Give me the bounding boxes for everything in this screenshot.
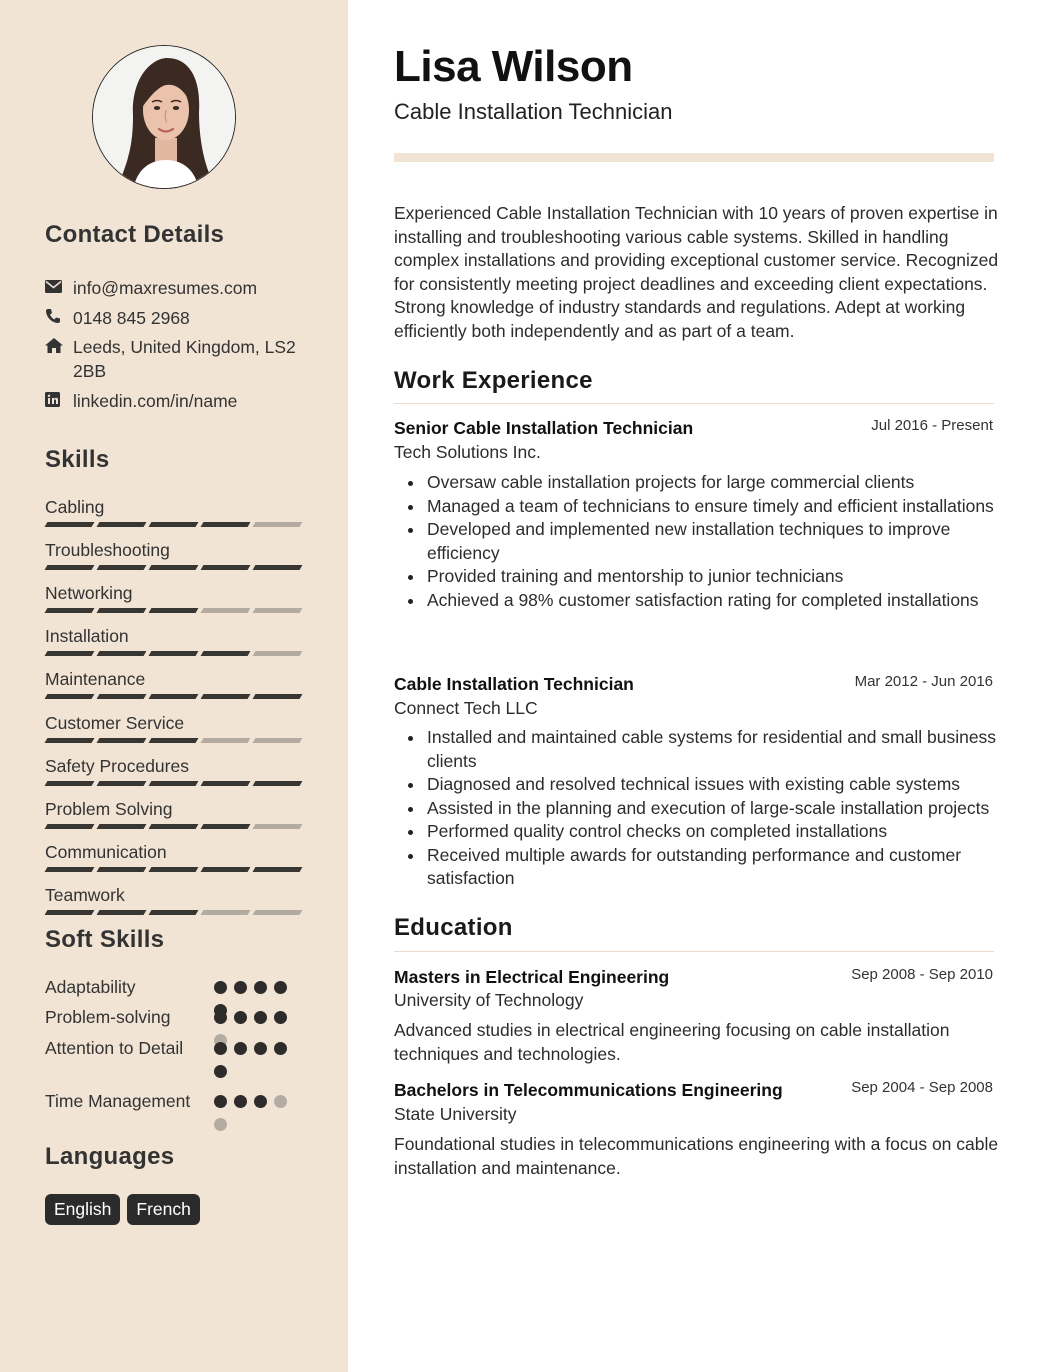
job-company: Connect Tech LLC xyxy=(394,698,538,718)
job-bullets xyxy=(394,471,1000,612)
contact-email[interactable] xyxy=(45,276,257,300)
list-item: Received multiple awards for outstanding performance and customer satisfaction xyxy=(394,844,1000,891)
section-divider xyxy=(394,951,994,952)
skill-item xyxy=(45,668,301,690)
contact-phone[interactable] xyxy=(45,306,190,330)
skill-level-bar xyxy=(46,608,301,613)
rating-dot xyxy=(234,981,247,994)
school-name: University of Technology xyxy=(394,990,584,1010)
skill-level-bar xyxy=(46,910,301,915)
skill-level-segment xyxy=(201,651,251,656)
contact-linkedin[interactable] xyxy=(45,389,237,413)
skill-level-segment xyxy=(45,867,95,872)
skill-level-segment xyxy=(201,565,251,570)
profile-photo xyxy=(92,45,236,189)
skill-level-bar xyxy=(46,781,301,786)
skill-level-segment xyxy=(253,608,303,613)
skill-level-bar xyxy=(46,694,301,699)
skill-level-segment xyxy=(253,910,303,915)
contact-heading: Contact Details xyxy=(45,221,225,248)
skill-label: Maintenance xyxy=(45,669,146,689)
rating-dot xyxy=(214,1095,227,1108)
language-tag: English xyxy=(45,1194,120,1225)
list-item: Diagnosed and resolved technical issues with existing cable systems xyxy=(394,773,1000,797)
contact-address xyxy=(45,335,305,383)
soft-skill-label: Attention to Detail xyxy=(45,1038,184,1058)
skill-level-segment xyxy=(97,522,147,527)
skill-level-segment xyxy=(45,565,95,570)
rating-dot xyxy=(274,1042,287,1055)
skill-level-segment xyxy=(201,781,251,786)
skill-level-segment xyxy=(45,522,95,527)
list-item: Assisted in the planning and execution of large-scale installation projects xyxy=(394,797,1000,821)
skill-level-segment xyxy=(97,608,147,613)
skill-label: Teamwork xyxy=(45,885,125,905)
skill-level-segment xyxy=(253,522,303,527)
soft-skills-heading: Soft Skills xyxy=(45,926,165,953)
list-item: Managed a team of technicians to ensure timely and efficient installations xyxy=(394,495,1000,519)
rating-dot xyxy=(274,981,287,994)
list-item: Installed and maintained cable systems for residential and small business clients xyxy=(394,726,1000,773)
soft-skill-item xyxy=(45,976,305,999)
header-divider xyxy=(394,153,994,162)
skill-level-segment xyxy=(97,651,147,656)
skill-level-segment xyxy=(149,738,199,743)
skill-item xyxy=(45,884,301,906)
job-date: Mar 2012 - Jun 2016 xyxy=(854,673,993,690)
skills-heading: Skills xyxy=(45,446,110,473)
education-date: Sep 2008 - Sep 2010 xyxy=(851,966,993,983)
phone-icon xyxy=(45,306,73,326)
list-item: Provided training and mentorship to junior technicians xyxy=(394,565,1000,589)
language-tag: French xyxy=(127,1194,199,1225)
skill-level-segment xyxy=(149,694,199,699)
rating-dot xyxy=(234,1011,247,1024)
skill-level-segment xyxy=(201,867,251,872)
list-item: Achieved a 98% customer satisfaction rating for completed installations xyxy=(394,589,1000,613)
job-title: Cable Installation Technician xyxy=(394,674,634,694)
skill-item xyxy=(45,755,301,777)
soft-skill-label: Problem-solving xyxy=(45,1007,171,1027)
soft-skill-item xyxy=(45,1090,305,1113)
email-text: info@maxresumes.com xyxy=(73,278,258,298)
skill-item xyxy=(45,798,301,820)
address-text: Leeds, United Kingdom, LS2 2BB xyxy=(73,337,296,381)
rating-dot xyxy=(214,1042,227,1055)
skill-label: Networking xyxy=(45,583,133,603)
skill-level-segment xyxy=(97,824,147,829)
skill-level-bar xyxy=(46,867,301,872)
rating-dot xyxy=(254,1011,267,1024)
skill-item xyxy=(45,712,301,734)
main-content xyxy=(348,0,1040,1372)
job-bullets xyxy=(394,726,1000,891)
rating-dot xyxy=(214,1011,227,1024)
skill-level-segment xyxy=(97,565,147,570)
skill-label: Troubleshooting xyxy=(45,540,170,560)
skill-level-segment xyxy=(97,781,147,786)
section-divider xyxy=(394,403,994,404)
skill-level-segment xyxy=(45,824,95,829)
skill-level-segment xyxy=(201,608,251,613)
skill-level-bar xyxy=(46,565,301,570)
rating-dot xyxy=(214,1118,227,1131)
skill-level-segment xyxy=(45,651,95,656)
soft-skill-rating xyxy=(214,1095,294,1141)
rating-dot xyxy=(254,1042,267,1055)
skill-level-segment xyxy=(253,651,303,656)
skill-level-segment xyxy=(253,694,303,699)
skill-label: Problem Solving xyxy=(45,799,173,819)
degree-title: Bachelors in Telecommunications Engineering xyxy=(394,1080,783,1100)
skill-level-segment xyxy=(97,694,147,699)
job-company: Tech Solutions Inc. xyxy=(394,442,541,462)
languages-heading: Languages xyxy=(45,1143,175,1170)
list-item: Performed quality control checks on completed installations xyxy=(394,820,1000,844)
skill-level-segment xyxy=(201,522,251,527)
rating-dot xyxy=(254,981,267,994)
skill-level-segment xyxy=(149,910,199,915)
school-name: State University xyxy=(394,1104,517,1124)
skill-level-segment xyxy=(149,651,199,656)
soft-skill-item xyxy=(45,1006,305,1029)
skill-level-segment xyxy=(149,608,199,613)
home-icon xyxy=(45,335,73,355)
envelope-icon xyxy=(45,276,73,296)
skill-level-segment xyxy=(97,910,147,915)
skill-level-segment xyxy=(45,781,95,786)
skill-level-segment xyxy=(149,781,199,786)
languages-list xyxy=(45,1194,200,1225)
job-title: Senior Cable Installation Technician xyxy=(394,418,694,438)
job-date: Jul 2016 - Present xyxy=(871,417,993,434)
skill-level-segment xyxy=(149,824,199,829)
skill-level-segment xyxy=(97,867,147,872)
degree-title: Masters in Electrical Engineering xyxy=(394,967,670,987)
rating-dot xyxy=(234,1095,247,1108)
rating-dot xyxy=(214,1065,227,1078)
skill-item xyxy=(45,582,301,604)
skill-level-segment xyxy=(97,738,147,743)
skill-level-bar xyxy=(46,824,301,829)
education-heading: Education xyxy=(394,914,513,941)
skill-level-segment xyxy=(149,522,199,527)
portrait-illustration xyxy=(93,46,236,189)
candidate-name: Lisa Wilson xyxy=(394,42,633,91)
skill-level-segment xyxy=(45,738,95,743)
skill-level-segment xyxy=(201,824,251,829)
skill-level-bar xyxy=(46,738,301,743)
sidebar xyxy=(0,0,348,1372)
linkedin-icon xyxy=(45,389,73,409)
work-heading: Work Experience xyxy=(394,367,593,394)
soft-skill-rating xyxy=(214,1042,294,1088)
skill-level-segment xyxy=(253,824,303,829)
candidate-role: Cable Installation Technician xyxy=(394,99,673,124)
skill-level-bar xyxy=(46,651,301,656)
skill-level-segment xyxy=(253,565,303,570)
soft-skill-label: Adaptability xyxy=(45,977,136,997)
skill-level-segment xyxy=(149,867,199,872)
skill-label: Cabling xyxy=(45,497,105,517)
skill-label: Installation xyxy=(45,626,129,646)
skill-level-segment xyxy=(45,608,95,613)
education-description: Advanced studies in electrical engineering focusing on cable installation techniques and technologies. xyxy=(394,1020,950,1064)
skill-level-segment xyxy=(201,910,251,915)
skill-level-segment xyxy=(45,910,95,915)
rating-dot xyxy=(274,1011,287,1024)
skill-level-bar xyxy=(46,522,301,527)
rating-dot xyxy=(274,1095,287,1108)
skill-level-segment xyxy=(253,867,303,872)
skill-level-segment xyxy=(149,565,199,570)
phone-text: 0148 845 2968 xyxy=(73,308,190,328)
linkedin-text: linkedin.com/in/name xyxy=(73,391,238,411)
skill-level-segment xyxy=(45,694,95,699)
skill-label: Safety Procedures xyxy=(45,756,189,776)
education-description: Foundational studies in telecommunications engineering with a focus on cable installation and maintenance. xyxy=(394,1134,999,1178)
soft-skill-label: Time Management xyxy=(45,1091,191,1111)
skill-item xyxy=(45,539,301,561)
skill-label: Communication xyxy=(45,842,167,862)
profile-summary: Experienced Cable Installation Technician with 10 years of proven expertise in installing and troubleshooting various cable systems. Skilled in handling complex installations and providing exceptional customer service. Recognized for consistently meeting project deadlines and exceeding client expectations. Strong knowledge of industry standards and regulations. Adept at working efficiently both independently and as part of a team. xyxy=(394,203,999,341)
skill-level-segment xyxy=(201,694,251,699)
skill-label: Customer Service xyxy=(45,713,185,733)
rating-dot xyxy=(254,1095,267,1108)
soft-skill-item xyxy=(45,1037,305,1060)
list-item: Oversaw cable installation projects for large commercial clients xyxy=(394,471,1000,495)
rating-dot xyxy=(234,1042,247,1055)
skill-item xyxy=(45,496,301,518)
rating-dot xyxy=(214,981,227,994)
skill-level-segment xyxy=(253,738,303,743)
education-date: Sep 2004 - Sep 2008 xyxy=(851,1079,993,1096)
skill-item xyxy=(45,625,301,647)
skill-level-segment xyxy=(253,781,303,786)
skill-level-segment xyxy=(201,738,251,743)
list-item: Developed and implemented new installation techniques to improve efficiency xyxy=(394,518,1000,565)
skill-item xyxy=(45,841,301,863)
